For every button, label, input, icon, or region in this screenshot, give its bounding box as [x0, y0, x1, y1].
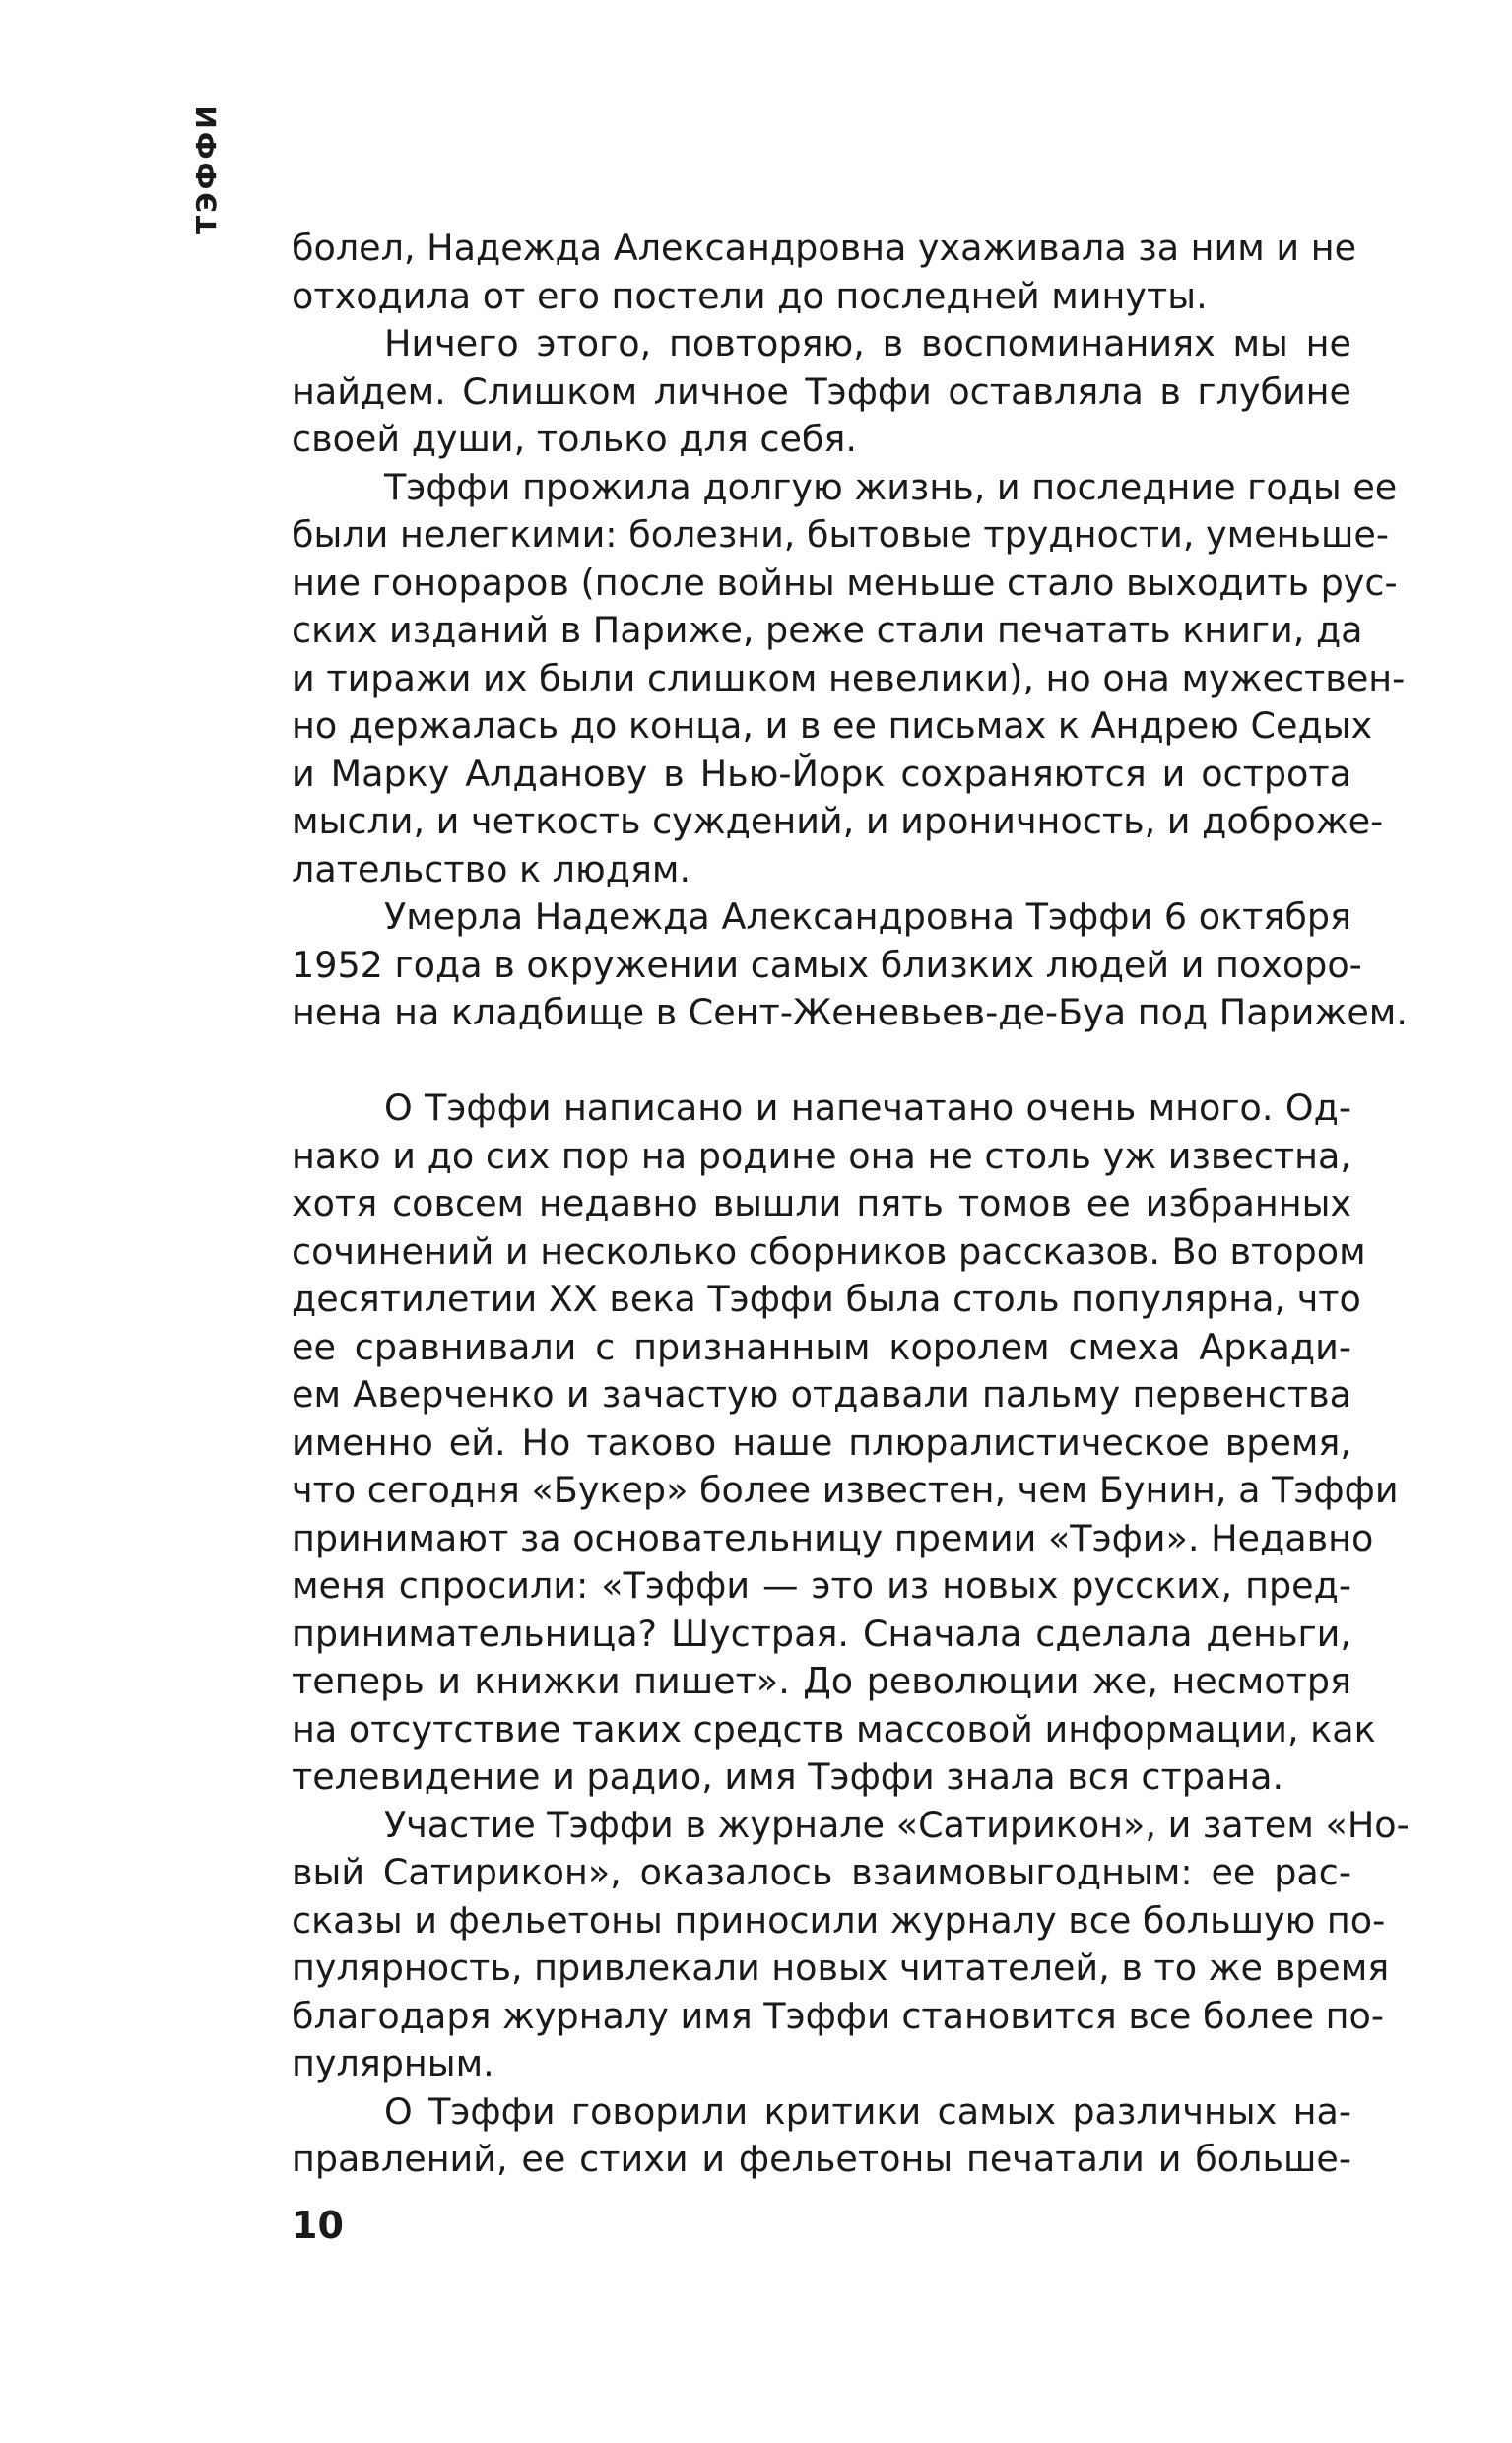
- text-line: 1952 года в окружении самых близких людей и похоро-: [292, 943, 1362, 986]
- text-line: что сегодня «Букер» более известен, чем Бунин, а Тэффи: [292, 1469, 1399, 1511]
- text-line: ние гонораров (после войны меньше стало выходить рус-: [292, 561, 1398, 604]
- text-line: Умерла Надежда Александровна Тэффи 6 октября: [384, 895, 1351, 938]
- body-text: [292, 225, 1410, 2184]
- text-line: хотя совсем недавно вышли пять томов ее избранных: [292, 1182, 1351, 1224]
- text-line: пулярным.: [292, 2042, 494, 2084]
- text-line: теперь и книжки пишет». До революции же, несмотря: [292, 1660, 1351, 1702]
- paragraph-gap: [292, 1037, 1351, 1086]
- text-line: сочинений и несколько сборников рассказов. Во втором: [292, 1229, 1366, 1273]
- text-line: ем Аверченко и зачастую отдавали пальму первенства: [292, 1373, 1351, 1416]
- text-line: Участие Тэффи в журнале «Сатирикон», и затем «Но-: [384, 1803, 1410, 1846]
- text-line: своей души, только для себя.: [292, 418, 857, 460]
- text-line: вый Сатирикон», оказалось взаимовыгодным: ее рас-: [292, 1851, 1351, 1893]
- text-line: принимают за основательницу премии «Тэфи». Недавно: [292, 1516, 1374, 1559]
- text-line: и Марку Алданову в Нью-Йорк сохраняются и острота: [292, 752, 1351, 795]
- text-line: телевидение и радио, имя Тэффи знала вся страна.: [292, 1755, 1284, 1798]
- text-line: Ничего этого, повторяю, в воспоминаниях мы не: [384, 322, 1351, 364]
- running-head: ТЭФФИ: [190, 102, 223, 234]
- text-line: пулярность, привлекали новых читателей, в то же время: [292, 1947, 1390, 1989]
- text-line: нако и до сих пор на родине она не столь уж известна,: [292, 1134, 1351, 1177]
- text-line: нена на кладбище в Сент-Женевьев-де-Буа под Парижем.: [292, 991, 1408, 1033]
- text-line: на отсутствие таких средств массовой информации, как: [292, 1707, 1376, 1750]
- page-number: 10: [292, 2204, 344, 2247]
- text-line: но держалась до конца, и в ее письмах к Андрею Седых: [292, 704, 1373, 747]
- text-line: десятилетии XX века Тэффи была столь популярна, что: [292, 1278, 1361, 1320]
- text-line: ских изданий в Париже, реже стали печатать книги, да: [292, 609, 1363, 651]
- text-line: О Тэффи говорили критики самых различных на-: [384, 2089, 1351, 2133]
- text-line: мысли, и четкость суждений, и ироничность, и доброже-: [292, 800, 1384, 842]
- text-line: благодаря журналу имя Тэффи становится все более по-: [292, 1994, 1385, 2037]
- text-line: ее сравнивали с признанным королем смеха Аркади-: [292, 1325, 1351, 1368]
- text-line: принимательница? Шустрая. Сначала сделала деньги,: [292, 1612, 1351, 1655]
- text-line: О Тэффи написано и напечатано очень много. Од-: [384, 1087, 1351, 1129]
- text-line: сказы и фельетоны приносили журналу все большую по-: [292, 1898, 1386, 1942]
- text-line: правлений, ее стихи и фельетоны печатали и больше-: [292, 2138, 1351, 2180]
- text-line: болел, Надежда Александровна ухаживала за ним и не: [292, 227, 1357, 269]
- text-line: и тиражи их были слишком невелики), но она мужествен-: [292, 656, 1406, 699]
- text-line: найдем. Слишком личное Тэффи оставляла в глубине: [292, 369, 1351, 413]
- text-line: меня спросили: «Тэффи — это из новых русских, пред-: [292, 1564, 1351, 1607]
- text-line: были нелегкими: болезни, бытовые трудности, уменьше-: [292, 513, 1390, 556]
- text-line: именно ей. Но таково наше плюралистическое время,: [292, 1420, 1351, 1464]
- text-line: лательство к людям.: [292, 847, 691, 891]
- text-line: отходила от его постели до последней минуты.: [292, 274, 1208, 317]
- text-line: Тэффи прожила долгую жизнь, и последние годы ее: [384, 465, 1398, 508]
